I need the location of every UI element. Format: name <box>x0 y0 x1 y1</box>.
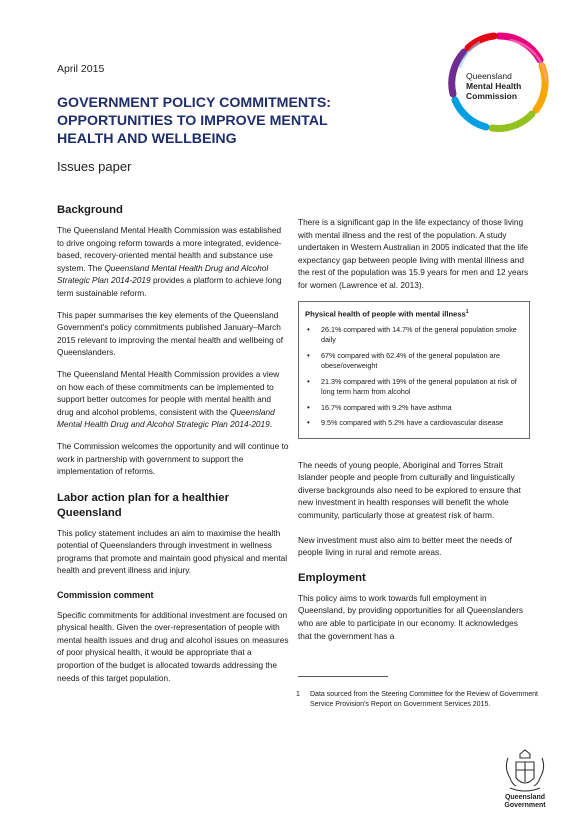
physical-health-box-title: Physical health of people with mental illness$^1$ <box>305 308 469 319</box>
background-paragraph-1: The Queensland Mental Health Commission was established to drive ongoing reform towards a more integrated, evidence-based, recovery-oriented mental health and substance use system. The Queensland Mental Health Drug and Alcohol Strategic Plan 2014-2019 provides a platform to achieve long term sustainable reform. <box>57 225 282 298</box>
background-paragraph-4: The Commission welcomes the opportunity and will continue to work in partnership with government to support the implementation of reforms. <box>57 440 289 477</box>
background-heading: Background <box>57 204 123 216</box>
physical-health-list <box>305 325 523 429</box>
page-title: GOVERNMENT POLICY COMMITMENTS: OPPORTUNITIES TO IMPROVE MENTAL HEALTH AND WELLBEING <box>57 95 332 147</box>
footnote <box>296 690 542 710</box>
needs-paragraph-2: New investment must also aim to better meet the needs of people living in rural and remote areas. <box>298 534 512 558</box>
commission-comment-heading: Commission comment <box>57 590 154 601</box>
life-expectancy-paragraph: There is a significant gap in the life expectancy of those living with mental illness and the rest of the population. A study undertaken in Western Australian in 2005 indicated that the life expectancy gap between people living with mental illness and the rest of the population was 15.9 years for men and 12 years for women (Lawrence et al. 2013). <box>298 217 529 290</box>
crest-line-government: Government <box>504 802 546 809</box>
left-column <box>57 203 289 693</box>
footnote-number: 1 <box>296 691 300 698</box>
list-item: • 67% compared with 62.4% of the general population are obese/overweight <box>305 351 523 372</box>
commission-logo-text <box>466 71 521 101</box>
list-item: • 21.3% compared with 19% of the general population at risk of long term harm from alcohol <box>305 377 523 398</box>
list-item: • 26.1% compared with 14.7% of the general population smoke daily <box>305 325 523 346</box>
employment-heading: Employment <box>298 571 366 584</box>
publication-date: April 2015 <box>57 63 105 75</box>
logo-line-queensland: Queensland <box>466 71 512 81</box>
labor-plan-paragraph: This policy statement includes an aim to maximise the health potential of Queenslanders through investment in wellness programs that promote and maintain good physical and mental health and prevent illness and injury. <box>57 527 288 576</box>
logo-line-commission: Commission <box>466 91 518 101</box>
employment-paragraph: This policy aims to work towards full employment in Queensland, by providing opportunities for all Queenslanders who are able to participate in our economy. It acknowledges that the government has a <box>298 592 524 641</box>
footnote-reference: 1 <box>465 308 469 315</box>
commission-comment-paragraph: Specific commitments for additional investment are focused on physical health. Given the over-representation of people with mental health issues and drug and alcohol issues on measures of poor physical health, it would be appropriate that a proportion of the budget is allocated towards addressing the needs of this target population. <box>57 609 289 683</box>
right-column <box>298 216 530 651</box>
background-paragraph-2: This paper summarises the key elements of the Queensland Government's policy commitments published January–March 2015 relevant to improving the mental health and wellbeing of Queenslanders. <box>57 309 284 358</box>
footnote-text: Data sourced from the Steering Committee for the Review of Government Service Provision's Report on Government Services 2015. <box>310 691 538 708</box>
needs-paragraph-1: The needs of young people, Aboriginal and Torres Strait Islander people and people from culturally and linguistically diverse backgrounds also need to be explored to ensure that new investment in health responses will benefit the whole community, particularly those at greatest risk of harm. <box>298 459 521 521</box>
list-item: • 9.5% compared with 5.2% have a cardiovascular disease <box>305 418 523 429</box>
footnote-divider <box>298 676 388 677</box>
crest-line-queensland: Queensland <box>504 794 546 801</box>
list-item: • 16.7% compared with 9.2% have asthma <box>305 403 523 414</box>
background-paragraph-3: The Queensland Mental Health Commission provides a view on how each of these commitments can be implemented to support better outcomes for people with mental health and drug and alcohol problems, consistent with the Queensland Mental Health Drug and Alcohol Strategic Plan 2014-2019. <box>57 368 280 430</box>
page-subtitle: Issues paper <box>57 159 132 174</box>
labor-plan-heading: Labor action plan for a healthier Queensland <box>57 491 229 519</box>
crest-text <box>500 794 550 810</box>
physical-health-box <box>298 301 530 439</box>
logo-line-mental-health: Mental Health <box>466 81 522 91</box>
